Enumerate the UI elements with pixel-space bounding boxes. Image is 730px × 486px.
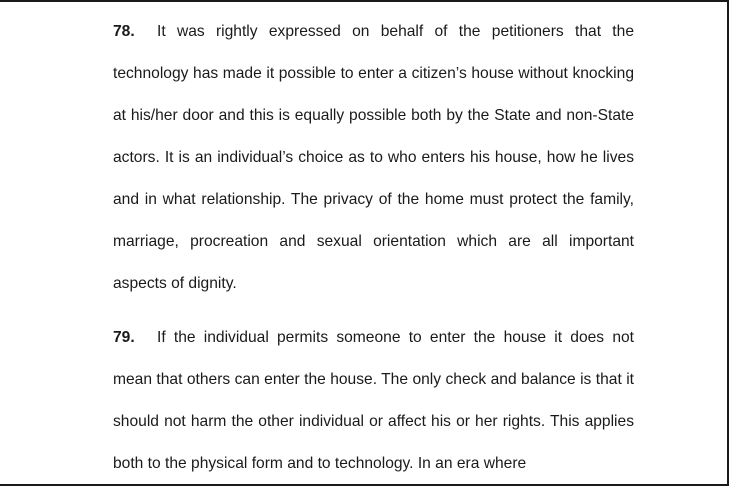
- paragraph-79: [113, 317, 634, 485]
- paragraph-text: It was rightly expressed on behalf of the petitioners that the technology has made it possible to enter a citizen’s house without knocking at his/her door and this is equally possible both by the State and non-State actors. It is an individual’s choice as to who enters his house, how he lives and in what relationship. The privacy of the home must protect the family, marriage, procreation and sexual orientation which are all important aspects of dignity.: [113, 23, 634, 292]
- paragraph-78: [113, 11, 634, 305]
- paragraph-number: 79.: [113, 329, 135, 346]
- paragraph-text: If the individual permits someone to enter the house it does not mean that others can enter the house. The only check and balance is that it should not harm the other individual or affect his or her rights. This applies both to the physical form and to technology. In an era where: [113, 329, 634, 472]
- paragraph-number: 78.: [113, 23, 135, 40]
- document-page: [113, 11, 634, 485]
